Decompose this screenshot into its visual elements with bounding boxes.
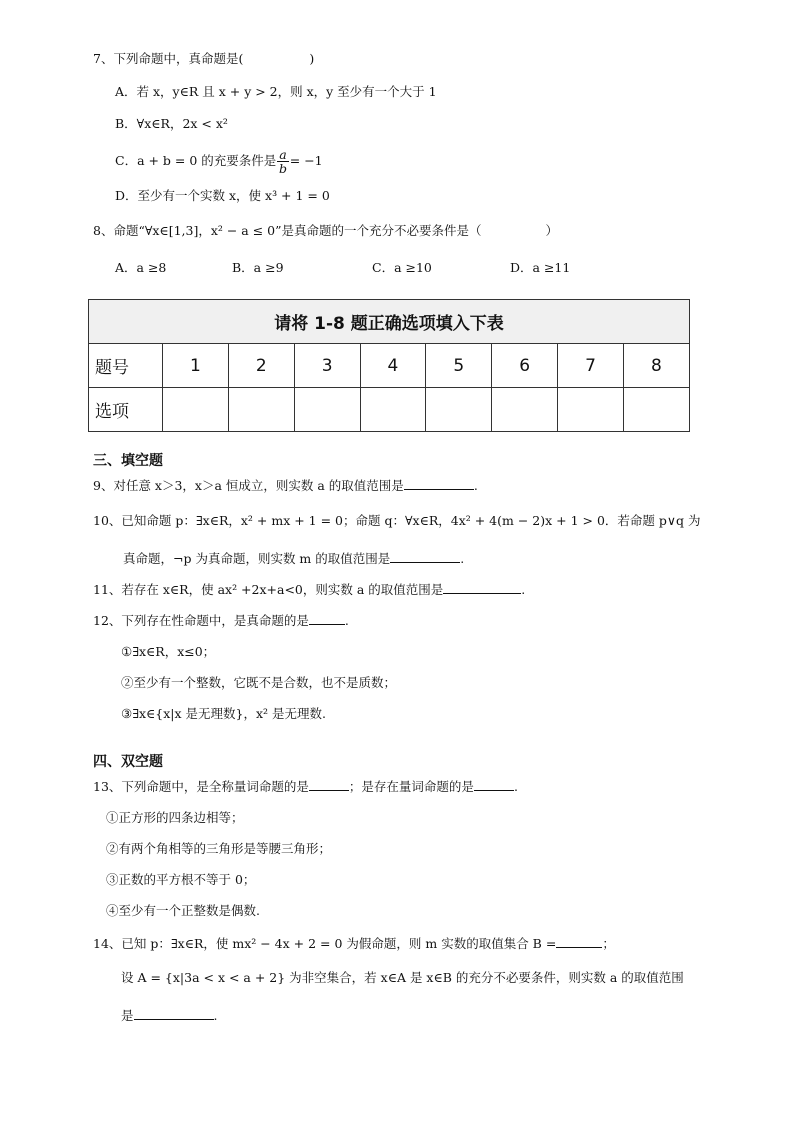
- question-number-cell: 4: [360, 344, 426, 388]
- answer-table-option-row: [89, 388, 690, 432]
- answer-table: [88, 299, 690, 432]
- answer-cell[interactable]: [360, 388, 426, 432]
- q7-option-c: C．a + b = 0 的充要条件是 $\frac{a}{b}$ = −1: [115, 147, 323, 176]
- question-number-cell: 1: [163, 344, 229, 388]
- q14-line3: 是 .: [121, 1008, 218, 1023]
- q9-text: 9、对任意 x＞3，x＞a 恒成立，则实数 a 的取值范围是 .: [93, 478, 478, 493]
- answer-cell[interactable]: [163, 388, 229, 432]
- q12-item-1: ①∃x∈R，x≤0；: [121, 644, 216, 659]
- q12-item-3: ③∃x∈{x|x 是无理数}，x² 是无理数.: [121, 706, 326, 721]
- q14-line2: 设 A = {x|3a < x < a + 2} 为非空集合，若 x∈A 是 x∈B 的充分不必要条件，则实数 a 的取值范围: [121, 970, 684, 985]
- q7-option-d: D．至少有一个实数 x，使 x³ + 1 = 0: [115, 188, 330, 203]
- q12-stem: 12、下列存在性命题中，是真命题的是 .: [93, 613, 349, 628]
- q13-item-4: ④至少有一个正整数是偶数.: [106, 903, 260, 918]
- q8-stem: 8、命题“∀x∈[1,3]，x² − a ≤ 0”是真命题的一个充分不必要条件是（ ）: [93, 223, 559, 238]
- question-number-cell: 6: [492, 344, 558, 388]
- question-number-cell: 8: [623, 344, 689, 388]
- section-title-fill-blank: 三、填空题: [93, 453, 163, 469]
- answer-table-title: 请将 1-8 题正确选项填入下表: [89, 300, 690, 344]
- answer-blank[interactable]: [390, 549, 460, 563]
- fraction-a-over-b: $\frac{a}{b}$: [279, 147, 288, 176]
- q8-option-a: A．a ≥8: [115, 260, 167, 275]
- question-number-cell: 5: [426, 344, 492, 388]
- q7-option-a: A．若 x，y∈R 且 x + y > 2，则 x，y 至少有一个大于 1: [115, 84, 437, 99]
- q13-item-3: ③正数的平方根不等于 0；: [106, 872, 256, 887]
- q12-item-2: ②至少有一个整数，它既不是合数，也不是质数；: [121, 675, 397, 690]
- q13-item-2: ②有两个角相等的三角形是等腰三角形；: [106, 841, 332, 856]
- q8-option-b: B．a ≥9: [232, 260, 284, 275]
- answer-blank[interactable]: [309, 777, 349, 791]
- q10-line1: 10、已知命题 p：∃x∈R，x² + mx + 1 = 0；命题 q：∀x∈R，4x² + 4(m − 2)x + 1 > 0．若命题 p∨q 为: [93, 513, 701, 528]
- answer-table-number-row: [89, 344, 690, 388]
- q13-stem: 13、下列命题中，是全称量词命题的是 ；是存在量词命题的是 .: [93, 779, 518, 794]
- answer-cell[interactable]: [558, 388, 624, 432]
- answer-blank[interactable]: [474, 777, 514, 791]
- q10-line2: 真命题，¬p 为真命题，则实数 m 的取值范围是 .: [123, 551, 465, 566]
- answer-blank[interactable]: [309, 611, 345, 625]
- q7-option-b: B．∀x∈R，2x < x²: [115, 116, 228, 131]
- question-number-cell: 3: [294, 344, 360, 388]
- answer-blank[interactable]: [404, 476, 474, 490]
- section-title-double-blank: 四、双空题: [93, 754, 163, 770]
- row-head-option: 选项: [89, 388, 163, 432]
- answer-cell[interactable]: [228, 388, 294, 432]
- answer-blank[interactable]: [556, 934, 602, 948]
- question-number-cell: 2: [228, 344, 294, 388]
- q8-option-d: D．a ≥11: [510, 260, 571, 275]
- answer-cell[interactable]: [426, 388, 492, 432]
- row-head-number: 题号: [89, 344, 163, 388]
- answer-cell[interactable]: [623, 388, 689, 432]
- q7-stem: 7、下列命题中，真命题是( ): [93, 51, 315, 66]
- q14-line1: 14、已知 p：∃x∈R，使 mx² − 4x + 2 = 0 为假命题，则 m 实数的取值集合 B = ；: [93, 936, 615, 951]
- q13-item-1: ①正方形的四条边相等；: [106, 810, 244, 825]
- question-number-cell: 7: [558, 344, 624, 388]
- answer-cell[interactable]: [294, 388, 360, 432]
- q11-text: 11、若存在 x∈R，使 ax² +2x+a<0，则实数 a 的取值范围是 .: [93, 582, 526, 597]
- answer-cell[interactable]: [492, 388, 558, 432]
- answer-blank[interactable]: [134, 1006, 214, 1020]
- q8-option-c: C．a ≥10: [372, 260, 432, 275]
- answer-blank[interactable]: [443, 580, 521, 594]
